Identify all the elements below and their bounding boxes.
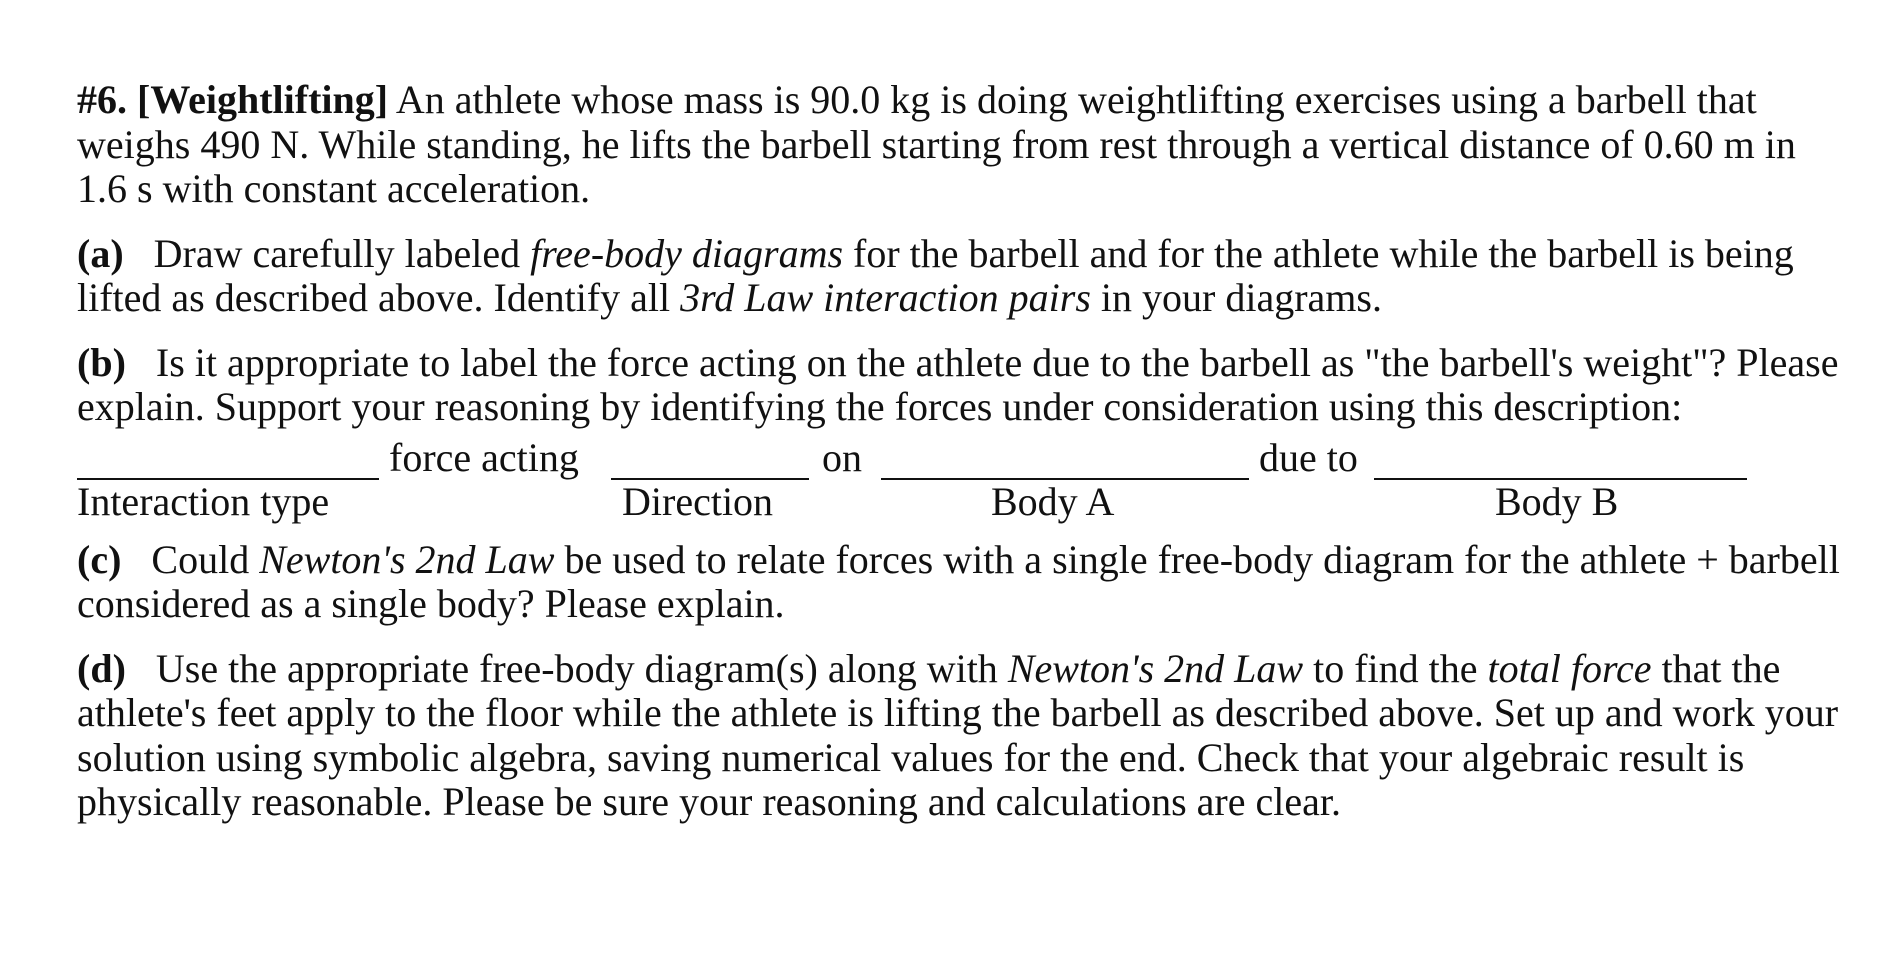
part-d-text-3: that the athlete's feet apply to the floor while the athlete is lifting the barbell as described above. Set up and work your solution using symbolic algebra, saving numerical values for the end. Check that your algebraic result is physically reasonable. Please be sure your reasoning and calculations are clear.: [77, 645, 1839, 824]
part-d-label: (d): [77, 645, 126, 691]
part-d-text-2: to find the: [1303, 645, 1488, 691]
part-a-label: (a): [77, 230, 124, 276]
template-word-due-to: due to: [1259, 434, 1358, 480]
part-a: [77, 232, 1847, 321]
caption-direction: Direction: [622, 478, 774, 524]
part-c-label: (c): [77, 536, 122, 582]
caption-body-b: Body B: [1495, 478, 1619, 524]
part-a-text-1: Draw carefully labeled: [153, 230, 531, 276]
part-d-emphasis-1: Newton's 2nd Law: [1007, 645, 1304, 691]
caption-body-a: Body A: [991, 478, 1115, 524]
part-b-label: (b): [77, 339, 126, 385]
part-d-emphasis-2: total force: [1487, 645, 1652, 691]
part-a-text-2: for the barbell and for the athlete while the barbell is being lifted as described above. Identify all: [77, 230, 1794, 320]
part-a-emphasis-1: free-body diagrams: [530, 230, 844, 276]
part-c: [77, 538, 1847, 627]
caption-interaction-type: Interaction type: [77, 478, 330, 524]
problem-title: [Weightlifting]: [137, 77, 389, 122]
template-word-on: on: [822, 434, 862, 480]
problem-intro-text: An athlete whose mass is 90.0 kg is doing weightlifting exercises using a barbell that weighs 490 N. While standing, he lifts the barbell starting from rest through a vertical distance of 0.60 m in 1.6 s with constant acceleration.: [77, 77, 1796, 211]
problem-intro: [77, 78, 1847, 212]
part-a-emphasis-2: 3rd Law interaction pairs: [680, 275, 1091, 320]
part-d: [77, 647, 1847, 825]
part-d-text-1: Use the appropriate free-body diagram(s) along with: [155, 645, 1008, 691]
part-c-emphasis-1: Newton's 2nd Law: [259, 536, 555, 582]
template-word-force-acting: force acting: [389, 434, 579, 480]
part-b-text: Is it appropriate to label the force acting on the athlete due to the barbell as "the barbell's weight"? Please explain. Support your reasoning by identifying the forces under consideration using this description:: [77, 339, 1839, 429]
part-c-text-2: be used to relate forces with a single free-body diagram for the athlete + barbell considered as a single body? Please explain.: [77, 536, 1840, 626]
problem-number: #6.: [77, 77, 127, 122]
part-b: [77, 341, 1847, 430]
part-a-text-3: in your diagrams.: [1090, 275, 1382, 320]
problem-sheet: [77, 78, 1847, 825]
force-description-template: [77, 436, 1847, 528]
part-c-text-1: Could: [151, 536, 260, 582]
